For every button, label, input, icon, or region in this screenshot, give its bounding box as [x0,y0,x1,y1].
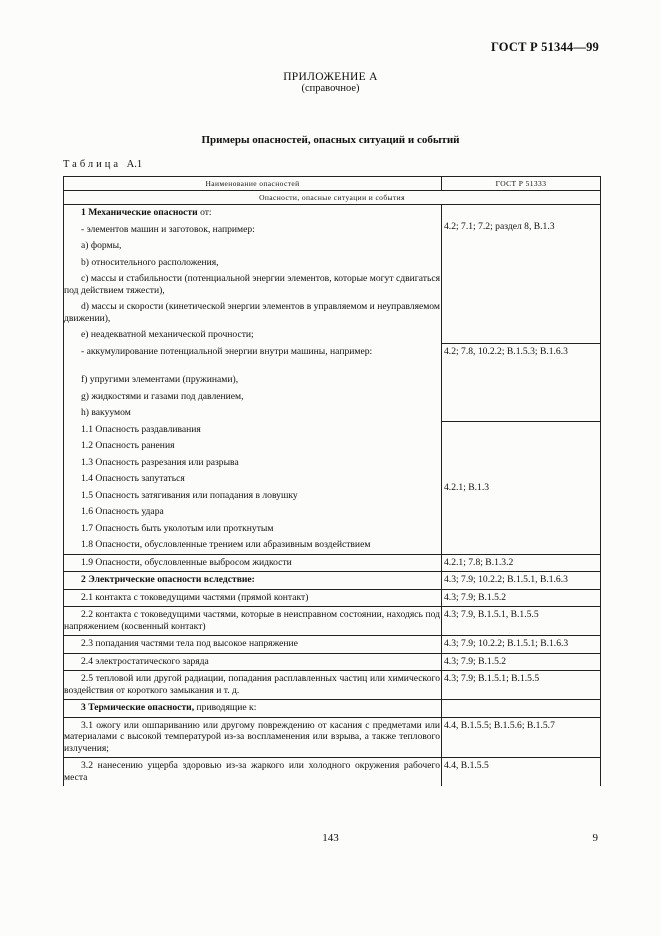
row-2-5-cell [64,671,442,700]
list-item: h) вакуумом [81,407,131,418]
list-item: 1.7 Опасность быть уколотым или проткнутым [81,522,274,534]
row-3-1-cell [64,717,442,758]
list-item: 2.4 электростатического заряда [81,655,209,667]
ref-3-2: 4.4, В.1.5.5 [444,760,489,771]
group3-heading-cell [64,700,442,718]
list-item: 1.1 Опасность раздавливания [81,423,201,435]
list-item: g) жидкостями и газами под давлением, [81,390,244,402]
list-item: 2.1 контакта с токоведущими частями (прямой контакт) [81,591,309,603]
list-item: e) неадекватной механической прочности; [81,329,254,340]
ref-2-4-cell [442,653,601,671]
group2-ref-heading: 4.3; 7.9; 10.2.2; В.1.5.1, В.1.6.3 [444,574,568,585]
table-subheader: Опасности, опасные ситуации и события [64,191,601,205]
column-header-standard: ГОСТ Р 51333 [442,177,601,191]
row-2-4-cell [64,653,442,671]
appendix-title: ПРИЛОЖЕНИЕ А [283,71,378,83]
list-item: 1.5 Опасность затягивания или попадания в ловушку [81,489,298,501]
group2-heading-cell [64,572,442,590]
list-item: f) упругими элементами (пружинами), [81,374,239,385]
list-item: 2.5 тепловой или другой радиации, попадания расплавленных частиц или химического воздействия от короткого замыкания и т. д. [64,673,440,696]
ref-1-9-cell [442,554,601,572]
list-item: 2.2 контакта с токоведущими частями, которые в неисправном состоянии, находясь под напряжением (косвенный контакт) [64,609,440,632]
table-row [64,572,601,590]
list-item: d) массы и скорости (кинетической энергии элементов в управляемом и неуправляемом движении), [64,301,440,324]
ref-2-4: 4.3; 7.9; В.1.5.2 [444,655,507,667]
group1-ref-c: 4.2.1; В.1.3 [444,482,490,493]
ref-2-5: 4.3; 7.9; В.1.5.1; В.1.5.5 [444,673,540,684]
list-item: 1.3 Опасность разрезания или разрыва [81,456,239,468]
group1-ref-b-cell [442,344,601,422]
column-header-hazard-name: Наименование опасностей [64,177,442,191]
ref-3-1-cell [442,717,601,758]
list-item: a) формы, [81,240,122,251]
group3-heading-ref-cell [442,700,601,718]
ref-2-2-cell [442,607,601,636]
table-row [64,717,601,758]
document-code: ГОСТ Р 51344—99 [490,40,599,54]
group1-items-c-cell [64,422,442,555]
ref-2-1-cell [442,589,601,607]
group1-items-b-cell [64,344,442,422]
table-row [64,554,601,572]
ref-2-2: 4.3; 7.9, В.1.5.1, В.1.5.5 [444,609,539,620]
row-2-3-cell [64,636,442,654]
group3-heading [64,700,441,717]
group1-ref-b: 4.2; 7.8, 10.2.2; В.1.5.3; В.1.6.3 [444,346,568,357]
list-item: 1.6 Опасность удара [81,506,164,517]
group1-ref-a-cell [442,205,601,344]
group1-heading [64,205,441,222]
group1-ref-a: 4.2; 7.1; 7.2; раздел 8, В.1.3 [444,221,555,232]
appendix-subtitle: (справочное) [301,83,360,94]
list-item: c) массы и стабильности (потенциальной энергии элементов, которые могут сдвигаться под действием тяжести), [64,273,440,296]
ref-3-2-cell [442,758,601,787]
ref-3-1: 4.4, В.1.5.5; В.1.5.6; В.1.5.7 [444,719,555,731]
hazards-table [63,176,601,786]
group1-items-a-cell [64,205,442,344]
section-title: Примеры опасностей, опасных ситуаций и событий [201,134,460,146]
list-item: b) относительного расположения, [81,256,219,268]
table-row [64,344,601,422]
table-row [64,700,601,718]
group3-heading-bold: 3 Термические опасности, [81,702,195,713]
table-caption [63,159,142,170]
table-row [64,671,601,700]
row-2-1-cell [64,589,442,607]
table-row [64,589,601,607]
list-item: - элементов машин и заготовок, например: [81,223,255,235]
group1-ref-c-cell [442,422,601,555]
table-row [64,607,601,636]
table-row [64,636,601,654]
group2-heading: 2 Электрические опасности вследствие: [81,574,255,585]
list-item: 3.2 нанесению ущерба здоровью из-за жаркого или холодного окружения рабочего места [64,760,440,783]
list-item: 1.8 Опасности, обусловленные трением или абразивным воздействием [81,539,371,550]
group2-ref-heading-cell [442,572,601,590]
list-item: 1.4 Опасность запутаться [81,473,185,484]
ref-2-1: 4.3; 7.9; В.1.5.2 [444,591,507,603]
table-row [64,422,601,555]
ref-2-3: 4.3; 7.9; 10.2.2; В.1.5.1; В.1.6.3 [444,638,569,649]
row-2-2-cell [64,607,442,636]
page-number: 143 [322,832,339,844]
list-item: 1.2 Опасность ранения [81,440,175,451]
row-3-2-cell [64,758,442,787]
group1-heading-rest: от: [197,207,212,218]
table-subheader-row [64,191,601,205]
sheet-number: 9 [592,832,598,844]
ref-2-5-cell [442,671,601,700]
list-item: 2.3 попадания частями тела под высокое напряжение [81,638,298,649]
list-item: 3.1 ожогу или ошпариванию или другому повреждению от касания с предметами или материалами с высокой температурой из-за воспламенения или взрыва, а также теплового излучения; [64,719,440,754]
item-1-9-cell [64,554,442,572]
table-row [64,653,601,671]
ref-2-3-cell [442,636,601,654]
table-caption-label: Таблица [63,159,122,170]
ref-1-9: 4.2.1; 7.8; В.1.3.2 [444,556,514,568]
group3-heading-rest: приводящие к: [194,702,257,713]
table-row [64,205,601,344]
table-row [64,758,601,787]
list-item: 1.9 Опасности, обусловленные выбросом жидкости [81,556,292,568]
table-caption-number: А.1 [126,159,143,170]
group1-heading-bold: 1 Механические опасности [81,207,198,218]
list-item: - аккумулирование потенциальной энергии внутри машины, например: [81,345,373,357]
table-header-row [64,177,601,191]
